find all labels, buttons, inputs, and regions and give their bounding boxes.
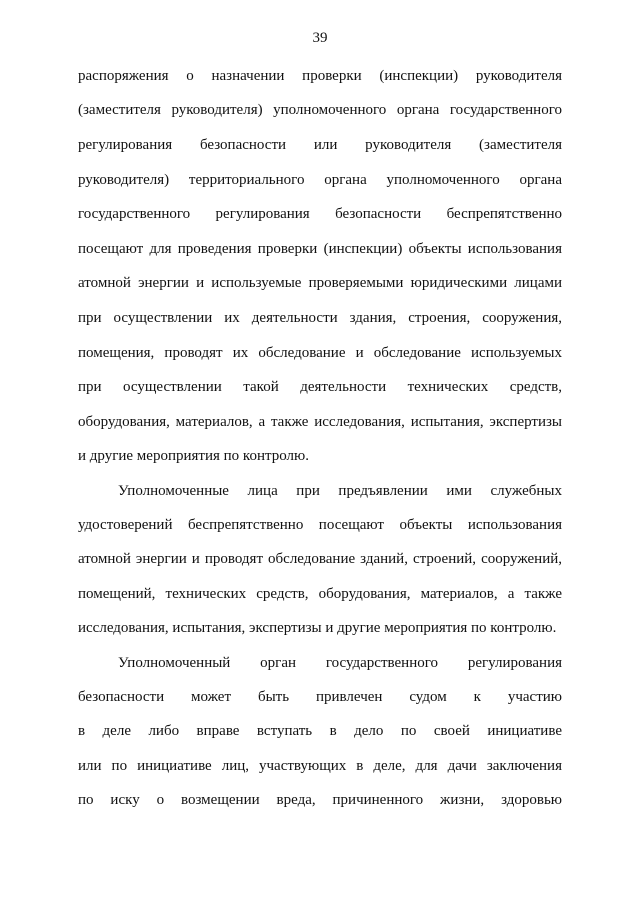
- paragraph-first-line: Уполномоченные лица при предъявлении ими служебных: [118, 483, 562, 499]
- page-number: 39: [312, 30, 328, 46]
- text-line: руководителя) территориального органа уполномоченного органа: [78, 172, 562, 188]
- text-line: регулирования безопасности или руководителя (заместителя: [78, 137, 562, 153]
- text-line: исследования, испытания, экспертизы и другие мероприятия по контролю.: [78, 620, 557, 636]
- text-line: при осуществлении такой деятельности технических средств,: [78, 379, 562, 395]
- text-line: помещений, технических средств, оборудования, материалов, а также: [78, 586, 562, 602]
- text-line: или по инициативе лиц, участвующих в деле, для дачи заключения: [78, 758, 562, 774]
- paragraph-first-line: Уполномоченный орган государственного регулирования: [118, 655, 562, 671]
- text-line: и другие мероприятия по контролю.: [78, 448, 309, 464]
- text-line: оборудования, материалов, а также исследования, испытания, экспертизы: [78, 414, 562, 430]
- text-line: атомной энергии и используемые проверяемыми юридическими лицами: [78, 275, 562, 291]
- text-line: распоряжения о назначении проверки (инспекции) руководителя: [78, 68, 562, 84]
- text-line: удостоверений беспрепятственно посещают объекты использования: [78, 517, 562, 533]
- text-line: безопасности может быть привлечен судом к участию: [78, 689, 562, 705]
- text-line: в деле либо вправе вступать в дело по своей инициативе: [78, 723, 562, 739]
- text-line: по иску о возмещении вреда, причиненного жизни, здоровью: [78, 792, 562, 808]
- text-line: атомной энергии и проводят обследование зданий, строений, сооружений,: [78, 551, 562, 567]
- text-line: помещения, проводят их обследование и обследование используемых: [78, 345, 562, 361]
- text-line: (заместителя руководителя) уполномоченного органа государственного: [78, 102, 562, 118]
- text-line: государственного регулирования безопасности беспрепятственно: [78, 206, 562, 222]
- text-line: посещают для проведения проверки (инспекции) объекты использования: [78, 241, 562, 257]
- text-line: при осуществлении их деятельности здания, строения, сооружения,: [78, 310, 562, 326]
